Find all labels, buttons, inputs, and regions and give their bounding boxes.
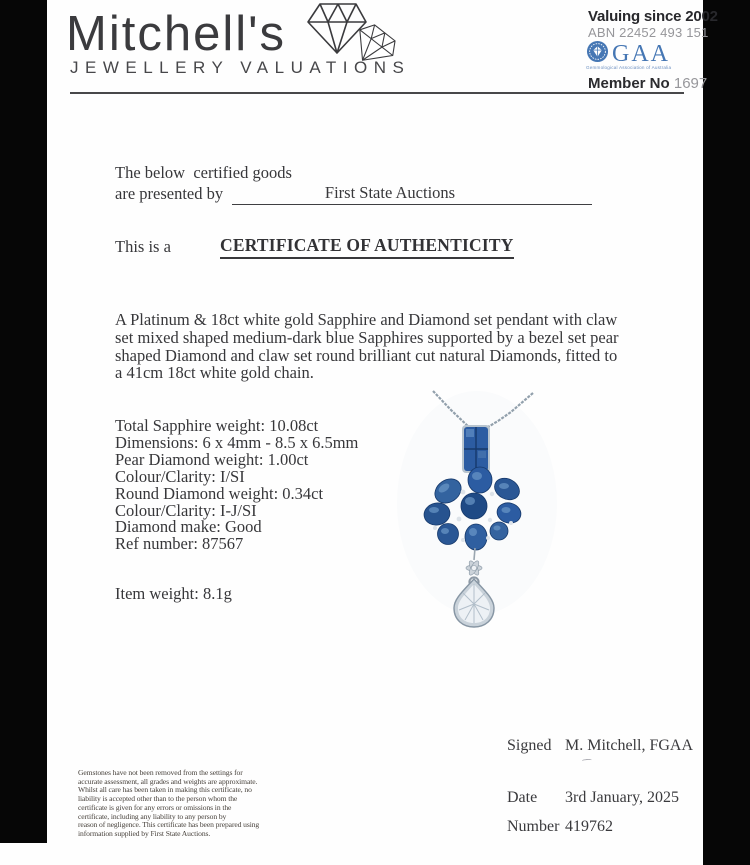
number-label: Number — [507, 818, 560, 835]
description-line: A Platinum & 18ct white gold Sapphire and Diamond set pendant with claw — [115, 310, 618, 329]
certificate-title: CERTIFICATE OF AUTHENTICITY — [220, 235, 514, 259]
disclaimer-text — [78, 769, 278, 839]
item-description — [115, 311, 619, 382]
intro-line: The below certified goods — [115, 163, 292, 182]
presented-label: are presented by — [115, 184, 224, 203]
disclaimer-line: liability is accepted other than to the person whom the — [78, 794, 238, 804]
detail-line: Diamond make: Good — [115, 517, 262, 537]
valuing-since: Valuing since 2002 — [588, 8, 718, 25]
detail-line: Total Sapphire weight: 10.08ct — [115, 416, 319, 435]
disclaimer-line: Gemstones have not been removed from the settings for — [78, 768, 243, 777]
diamonds-logo-icon — [306, 1, 402, 66]
scan-border-left — [0, 0, 47, 843]
signed-value: M. Mitchell, FGAA — [565, 737, 693, 754]
date-label: Date — [507, 789, 538, 806]
detail-line: Dimensions: 6 x 4mm - 8.5 x 6.5mm — [115, 432, 359, 452]
disclaimer-line: reason of negligence. This certificate has been prepared using — [78, 820, 260, 830]
signed-label: Signed — [507, 737, 552, 754]
number-value: 419762 — [565, 818, 613, 835]
brand-tagline: JEWELLERY VALUATIONS — [70, 58, 411, 77]
gaa-logo — [586, 40, 670, 68]
presented-by-value: First State Auctions — [324, 183, 456, 202]
gem-details-list — [115, 418, 358, 553]
brand-wordmark: Mitchell's — [66, 7, 286, 61]
description-line: shaped Diamond and claw set round brilliant cut natural Diamonds, fitted to — [115, 345, 618, 365]
description-line: a 41cm 18ct white gold chain. — [115, 363, 314, 383]
scan-border-right — [703, 0, 750, 865]
pendant-photo — [393, 388, 588, 638]
item-weight: Item weight: 8.1g — [115, 584, 232, 603]
abn-number: ABN 22452 493 151 — [588, 25, 709, 40]
presented-by-field — [232, 183, 592, 205]
disclaimer-line: accurate assessment, all grades and weights are approximate. — [78, 776, 258, 786]
member-label: Member No — [588, 75, 674, 92]
signature-mark — [582, 759, 592, 764]
disclaimer-line: information supplied by First State Auctions. — [78, 828, 211, 838]
date-value: 3rd January, 2025 — [565, 789, 680, 806]
member-number: 1697 — [673, 75, 708, 92]
header-divider — [70, 92, 684, 94]
detail-line: Colour/Clarity: I/SI — [115, 466, 245, 486]
this-is-a-label: This is a — [115, 237, 171, 256]
disclaimer-line: certificate is given for any errors or omissions in the — [78, 802, 232, 812]
member-number-line — [588, 75, 707, 92]
gaa-acronym: GAA — [612, 40, 670, 67]
detail-line: Colour/Clarity: I-J/SI — [115, 500, 257, 520]
disclaimer-line: certificate, including any liability to any person by — [78, 811, 227, 821]
detail-line: Round Diamond weight: 0.34ct — [115, 483, 324, 503]
detail-line: Pear Diamond weight: 1.00ct — [115, 449, 309, 469]
gaa-subtitle: Gemmological Association of Australia — [586, 65, 672, 70]
disclaimer-line: Whilst all care has been taken in making this certificate, no — [78, 785, 252, 795]
detail-line: Ref number: 87567 — [115, 534, 244, 554]
description-line: set mixed shaped medium-dark blue Sapphires supported by a bezel set pear — [115, 327, 619, 347]
gaa-emblem-icon — [586, 40, 609, 68]
